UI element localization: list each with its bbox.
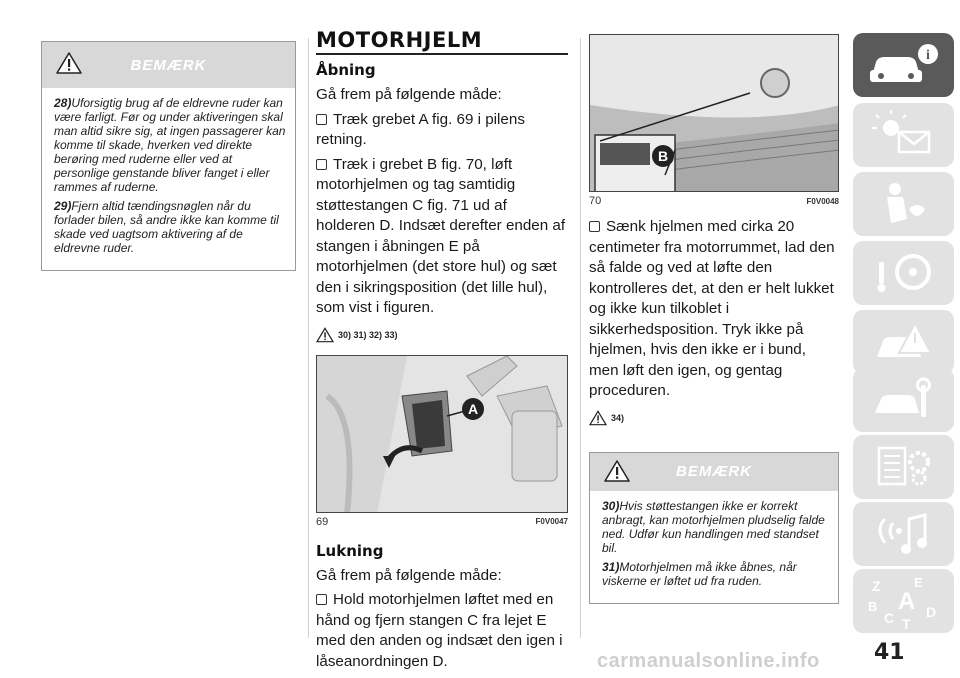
- tab-index[interactable]: [853, 569, 954, 633]
- tab-emergency[interactable]: [853, 310, 954, 374]
- warning-icon: [604, 459, 630, 483]
- checkbox-bullet-icon: [589, 221, 600, 232]
- index-icon: [864, 571, 944, 631]
- figure-70-image: [589, 34, 839, 192]
- note-body: [590, 491, 838, 603]
- warning-refs: 34): [589, 410, 839, 426]
- index-letter: E: [913, 575, 923, 590]
- figure-69-image: [316, 355, 568, 513]
- tab-tech-data[interactable]: [853, 435, 954, 499]
- intro-text: Gå frem på følgende måde:: [316, 566, 502, 584]
- driving-icon: [869, 248, 939, 298]
- right-column: [589, 34, 839, 604]
- list-item: Sænk hjelmen med cirka 20 centimeter fra motorrummet, lad den så falde og ved at løfte den kontrolleres det, at den er helt lukket og ikke kun tilkoblet i sikkerhedsposition. Tryk ikke på hjelmen, hvis den ikke er i bund, men løft den igen, og gentag proceduren.: [589, 218, 835, 399]
- right-note-box: [589, 452, 839, 604]
- figure-69: [316, 355, 568, 528]
- tab-safety[interactable]: [853, 172, 954, 236]
- note-header: [42, 42, 295, 88]
- car-info-icon: [864, 40, 944, 90]
- note-item: 31)Motorhjelmen må ikke åbnes, når viskerne er løftet ud fra ruden.: [602, 559, 797, 588]
- tab-driving[interactable]: [853, 241, 954, 305]
- index-letter: Z: [871, 578, 881, 594]
- maintenance-icon: [869, 375, 939, 425]
- tab-multimedia[interactable]: [853, 502, 954, 566]
- middle-column: [316, 28, 568, 672]
- index-letter: C: [883, 610, 894, 626]
- tab-warning-lights[interactable]: [853, 103, 954, 167]
- section-title: MOTORHJELM: [316, 28, 483, 52]
- watermark: carmanualsonline.info: [597, 650, 820, 672]
- warning-icon: [589, 410, 607, 426]
- note-item: 29)Fjern altid tændingsnøglen når du forlader bilen, så andre ikke kan komme til skade ved uagtsom aktivering af de eldrevne ruder.: [54, 199, 279, 255]
- list-item: Hold motorhjelmen løftet med en hånd og fjern stangen C fra lejet E med den anden og indsæt den igen i låseanordningen D.: [316, 591, 563, 670]
- index-letter: T: [901, 616, 911, 631]
- intro-text: Gå frem på følgende måde:: [316, 86, 502, 103]
- emergency-icon: [869, 317, 939, 367]
- note-body: [42, 88, 295, 270]
- title-rule: [316, 53, 568, 55]
- note-title: BEMÆRK: [676, 463, 752, 480]
- checkbox-bullet-icon: [316, 594, 327, 605]
- list-item: Træk i grebet B fig. 70, løft motorhjelmen og tag samtidig støttestangen C fig. 71 ud af holderen D. Indsæt derefter enden af stangen i åbningen E på motorhjelmen (det store hul) og sæt den i sikringsposition (det lille hul), som vist i figuren.: [316, 155, 566, 316]
- figure-70: [589, 34, 839, 207]
- safety-icon: [869, 179, 939, 229]
- left-note-box: [41, 41, 296, 271]
- index-letter: D: [925, 604, 936, 620]
- subheading-opening: Åbning: [316, 61, 376, 79]
- figure-caption: 69 F0V0047: [316, 515, 568, 528]
- warning-icon: [316, 327, 334, 343]
- svg-text:i: i: [925, 48, 930, 63]
- index-letter: B: [867, 599, 877, 614]
- column-divider: [580, 38, 581, 638]
- note-item: 28)Uforsigtig brug af de eldrevne ruder kan være farligt. Før og under aktiveringen skal man altid sikre sig, at ingen passagerer kan komme til skade, hverken ved direkte berøring med ruderne eller ved at personlige genstande bliver fanget i eller rammes af ruderne.: [54, 96, 286, 194]
- checkbox-bullet-icon: [316, 114, 327, 125]
- figure-caption: 70 F0V0048: [589, 195, 839, 207]
- figure-callout-a: A: [462, 398, 484, 420]
- page-number: 41: [874, 640, 905, 665]
- tech-data-icon: [869, 442, 939, 492]
- warning-icon: [56, 51, 82, 75]
- subheading-closing: Lukning: [316, 541, 384, 560]
- multimedia-icon: [869, 509, 939, 559]
- note-title: BEMÆRK: [130, 56, 207, 74]
- figure-callout-b: B: [652, 145, 674, 167]
- warning-refs: 30) 31) 32) 33): [316, 327, 568, 343]
- note-item: 30)Hvis støttestangen ikke er korrekt anbragt, kan motorhjelmen pludselig falde ned. Udfør kun handlingen med standset bil.: [602, 498, 825, 555]
- index-letter: A: [897, 588, 915, 615]
- column-divider: [308, 38, 309, 638]
- tab-car-info[interactable]: [853, 33, 954, 97]
- checkbox-bullet-icon: [316, 159, 327, 170]
- warning-lights-icon: [869, 110, 939, 160]
- list-item: Træk grebet A fig. 69 i pilens retning.: [316, 110, 525, 148]
- note-header: [590, 453, 838, 491]
- tab-maintenance[interactable]: [853, 368, 954, 432]
